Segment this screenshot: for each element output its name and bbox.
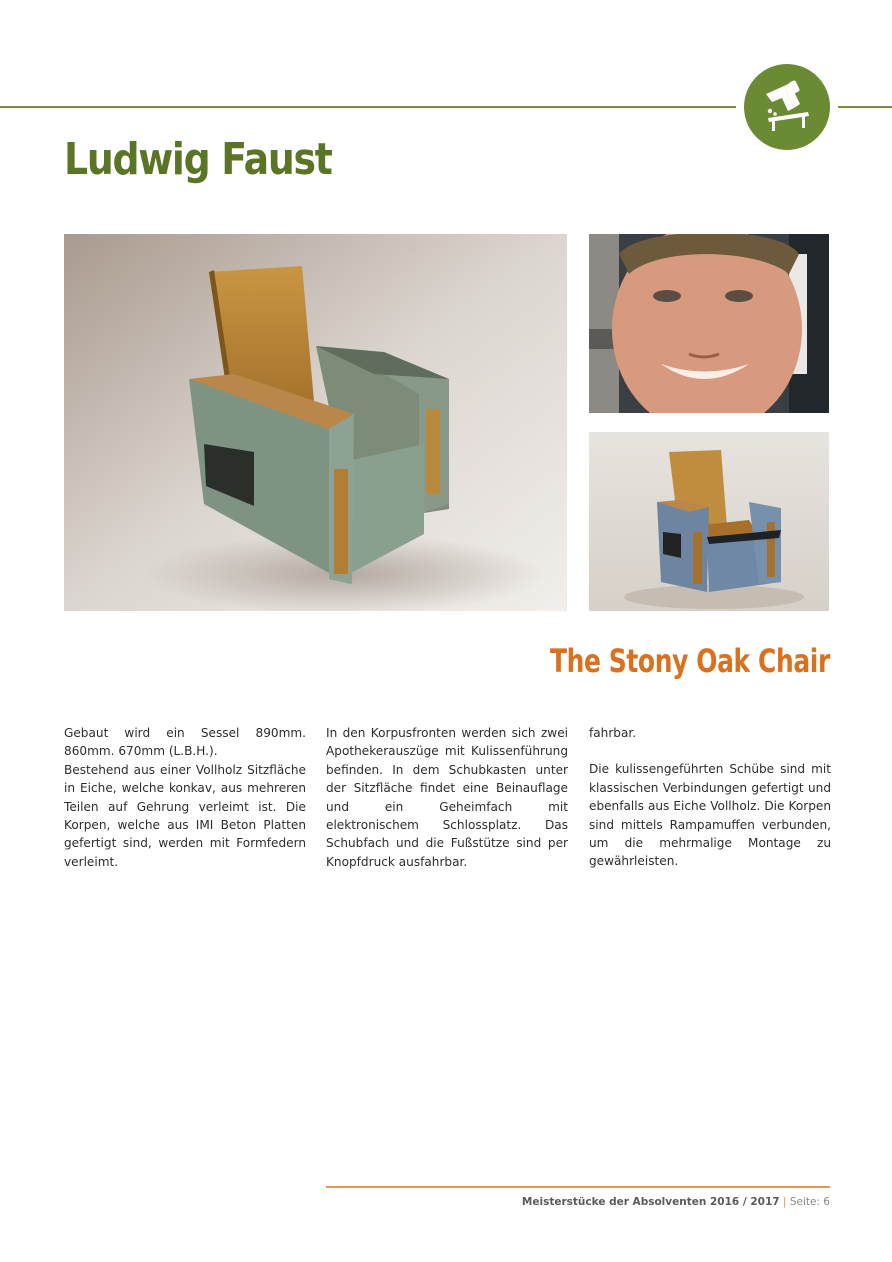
text-column-2 bbox=[326, 724, 568, 872]
chair-photo-small bbox=[589, 432, 829, 611]
saw-and-bench-icon bbox=[744, 64, 830, 150]
portrait-photo bbox=[589, 234, 829, 413]
author-name: Ludwig Faust bbox=[64, 134, 332, 185]
footer-rule bbox=[326, 1186, 830, 1188]
paragraph-dimensions: Gebaut wird ein Sessel 890mm. 860mm. 670mm (L.B.H.). bbox=[64, 726, 306, 759]
header-rule-left bbox=[0, 106, 736, 108]
publication-title: Meisterstücke der Absolventen 2016 / 2017 bbox=[521, 1196, 780, 1208]
text-column-1 bbox=[64, 724, 306, 871]
project-title: The Stony Oak Chair bbox=[550, 642, 830, 680]
header-rule-right bbox=[838, 106, 892, 108]
paragraph-drawers: In den Korpusfronten werden sich zwei Apothekerauszüge mit Kulissenführung befinden. In dem Schubkasten unter der Sitzfläche findet eine Beinauflage und ein Geheimfach mit elektronischem Schlossplatz. Das Schubfach und die Fußstütze sind per Knopfdruck ausfahrbar. bbox=[326, 726, 568, 869]
text-column-3 bbox=[589, 724, 831, 871]
paragraph-joinery: Die kulissengeführten Schübe sind mit klassischen Verbindungen gefertigt und ebenfalls aus Eiche Vollholz. Die Korpen sind mittels Rampamuffen verbunden, um die mehrmalige Montage zu gewährleisten. bbox=[589, 762, 831, 869]
paragraph-continuation: fahrbar. bbox=[589, 726, 637, 740]
page-number: Seite: 6 bbox=[789, 1196, 830, 1208]
footer-separator: | bbox=[782, 1196, 787, 1208]
paragraph-materials: Bestehend aus einer Vollholz Sitzfläche in Eiche, welche konkav, aus mehreren Teilen auf Gehrung verleimt ist. Die Korpen, welche aus IMI Beton Platten gefertigt sind, werden mit Formfedern verleimt. bbox=[64, 762, 306, 869]
page-footer bbox=[522, 1196, 830, 1208]
chair-photo-large bbox=[64, 234, 567, 611]
